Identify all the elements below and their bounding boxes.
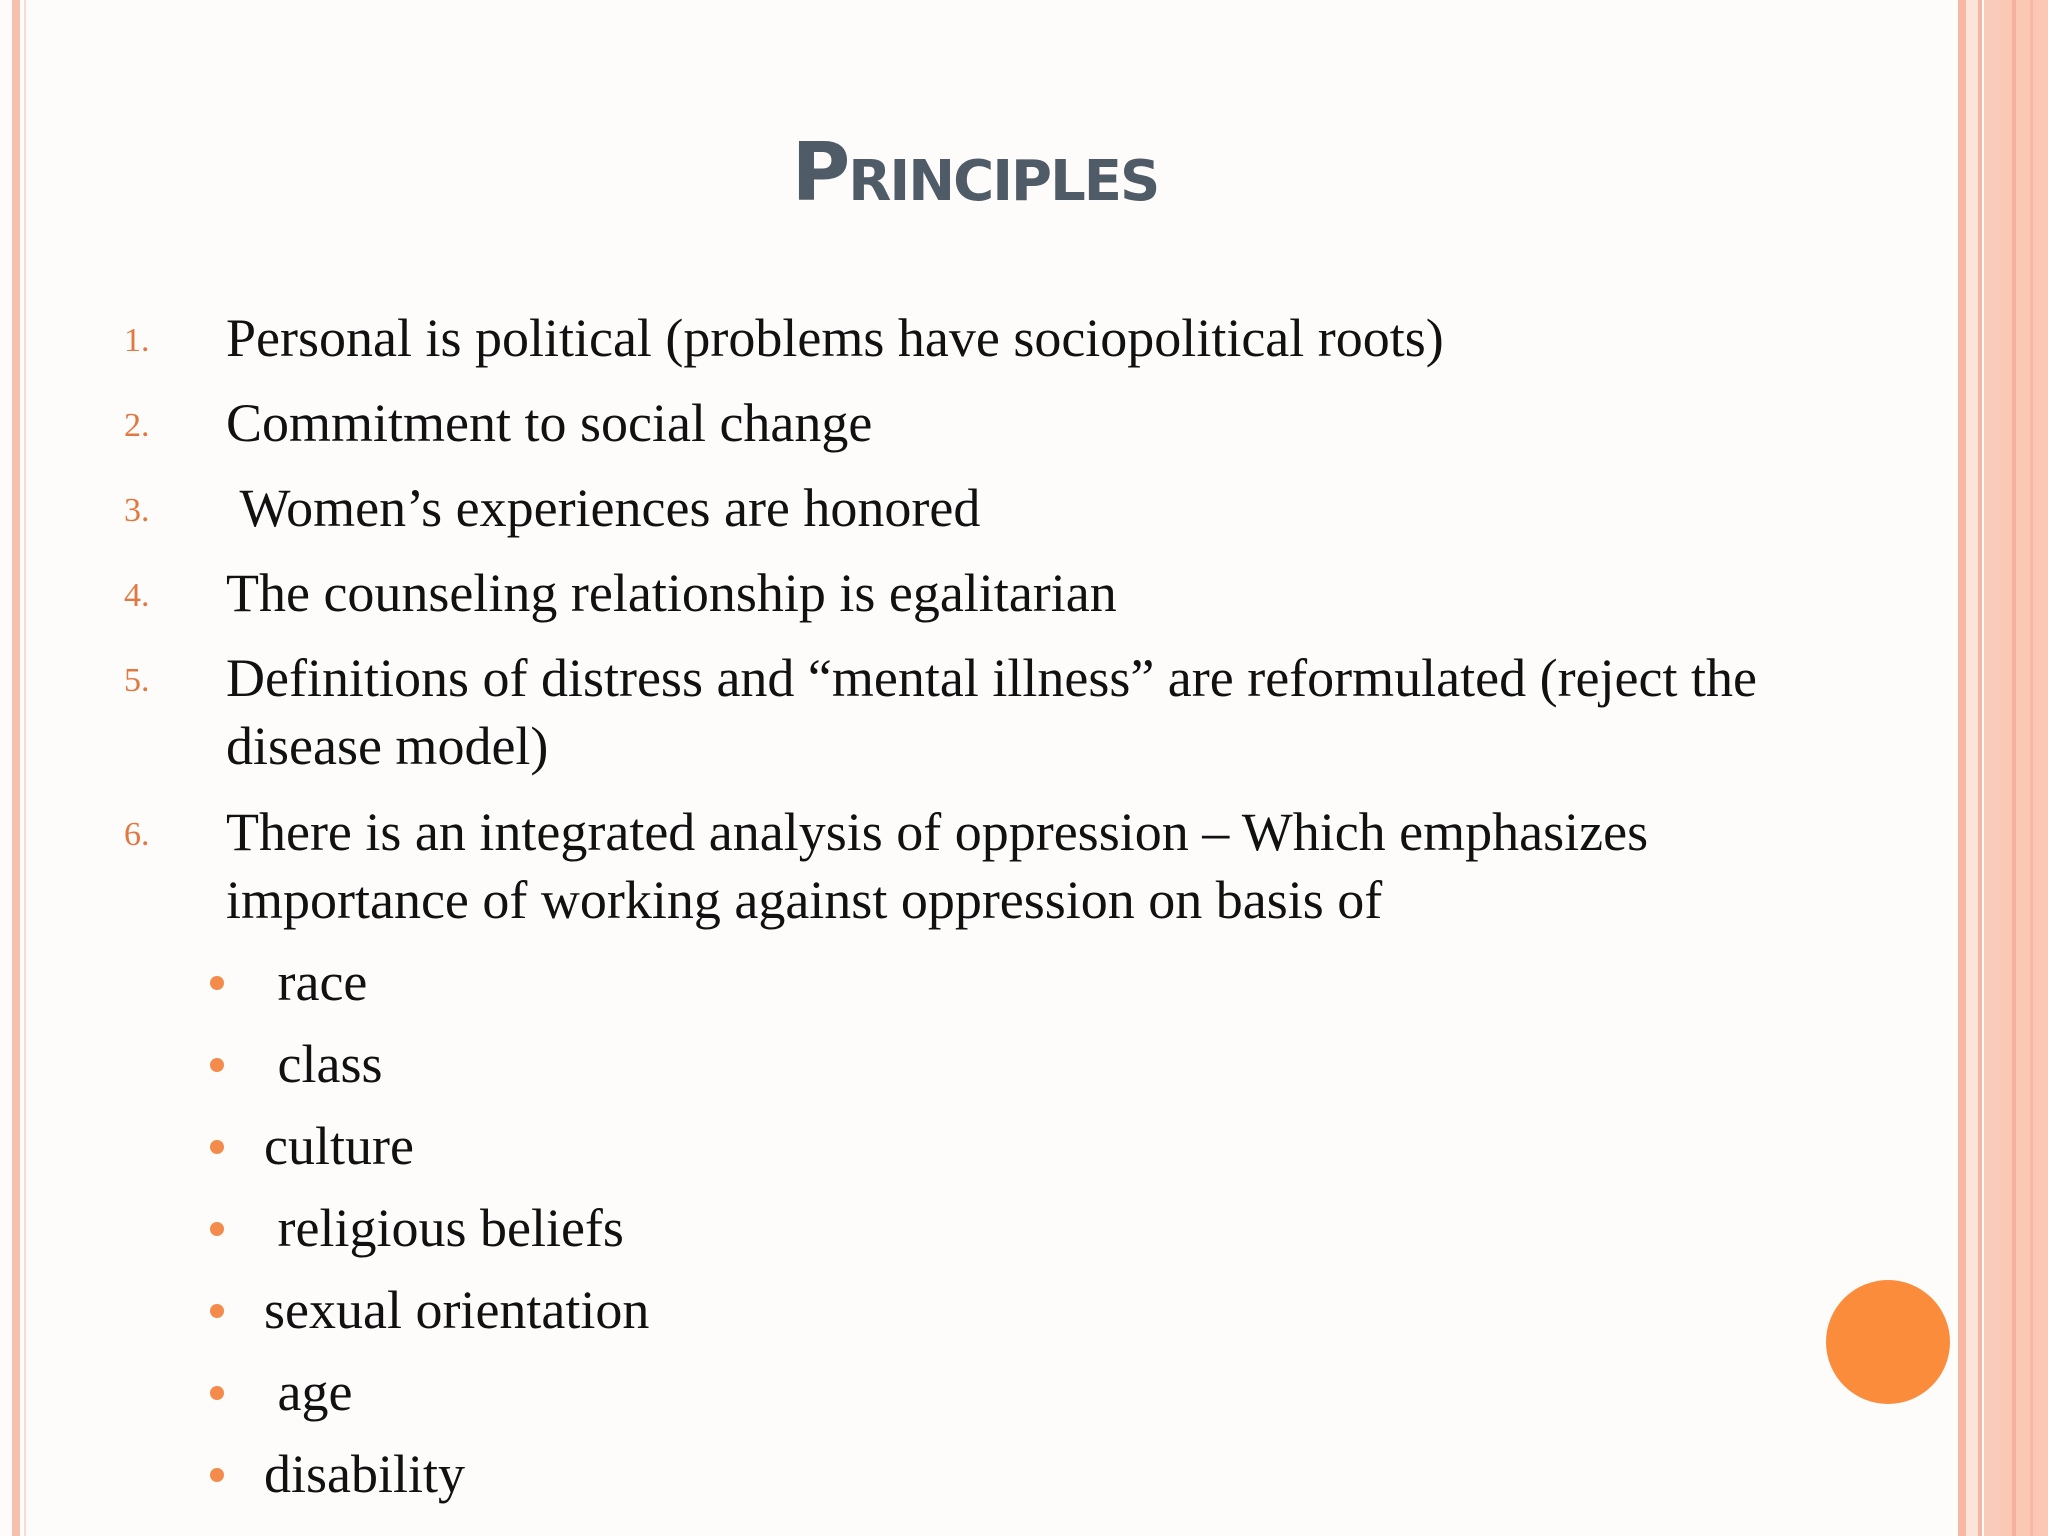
- principle-text: Women’s experiences are honored: [226, 478, 981, 538]
- principle-number: 5.: [124, 662, 150, 699]
- right-border-stripe: [1958, 0, 1966, 1536]
- right-border-stripe: [2012, 0, 2016, 1536]
- right-border-stripe: [1966, 0, 1978, 1536]
- basis-text: race: [264, 952, 368, 1012]
- slide-title: Principles: [791, 126, 1159, 219]
- bullet-dot: [210, 1058, 224, 1072]
- right-border-stripe: [2030, 0, 2033, 1536]
- principle-text: The counseling relationship is egalitarian: [226, 563, 1117, 623]
- bullet-dot: [210, 1304, 224, 1318]
- right-border-stripe: [1984, 0, 2000, 1536]
- basis-text: religious beliefs: [264, 1198, 624, 1258]
- principle-text: Definitions of distress and “mental illness” are reformulated (reject the disease model): [226, 648, 1771, 776]
- right-border-stripe: [1978, 0, 1982, 1536]
- principle-number: 2.: [124, 407, 150, 444]
- principle-text: Commitment to social change: [226, 393, 873, 453]
- principle-number: 3.: [124, 492, 150, 529]
- bullet-dot: [210, 1222, 224, 1236]
- principle-number: 6.: [124, 816, 150, 853]
- basis-text: culture: [264, 1116, 414, 1176]
- principle-number: 1.: [124, 322, 150, 359]
- basis-list-item: [0, 1194, 1900, 1264]
- basis-list-item: [0, 1276, 1900, 1346]
- basis-list-item: [0, 1440, 1900, 1510]
- basis-list-item: [0, 948, 1900, 1018]
- bullet-dot: [210, 1468, 224, 1482]
- accent-circle: [1826, 1280, 1950, 1404]
- basis-text: disability: [264, 1444, 465, 1504]
- basis-list-item: [0, 1358, 1900, 1428]
- basis-list-item: [0, 1112, 1900, 1182]
- basis-text: sexual orientation: [264, 1280, 650, 1340]
- principle-text: Personal is political (problems have sociopolitical roots): [226, 308, 1444, 368]
- principle-text: There is an integrated analysis of oppression – Which emphasizes importance of working against oppression on basis of: [226, 802, 1662, 930]
- bullet-dot: [210, 1140, 224, 1154]
- right-border-stripe: [2000, 0, 2048, 1536]
- bullet-dot: [210, 976, 224, 990]
- bullet-dot: [210, 1386, 224, 1400]
- basis-text: age: [264, 1362, 353, 1422]
- principle-number: 4.: [124, 577, 150, 614]
- basis-text: class: [264, 1034, 383, 1094]
- basis-list-item: [0, 1030, 1900, 1100]
